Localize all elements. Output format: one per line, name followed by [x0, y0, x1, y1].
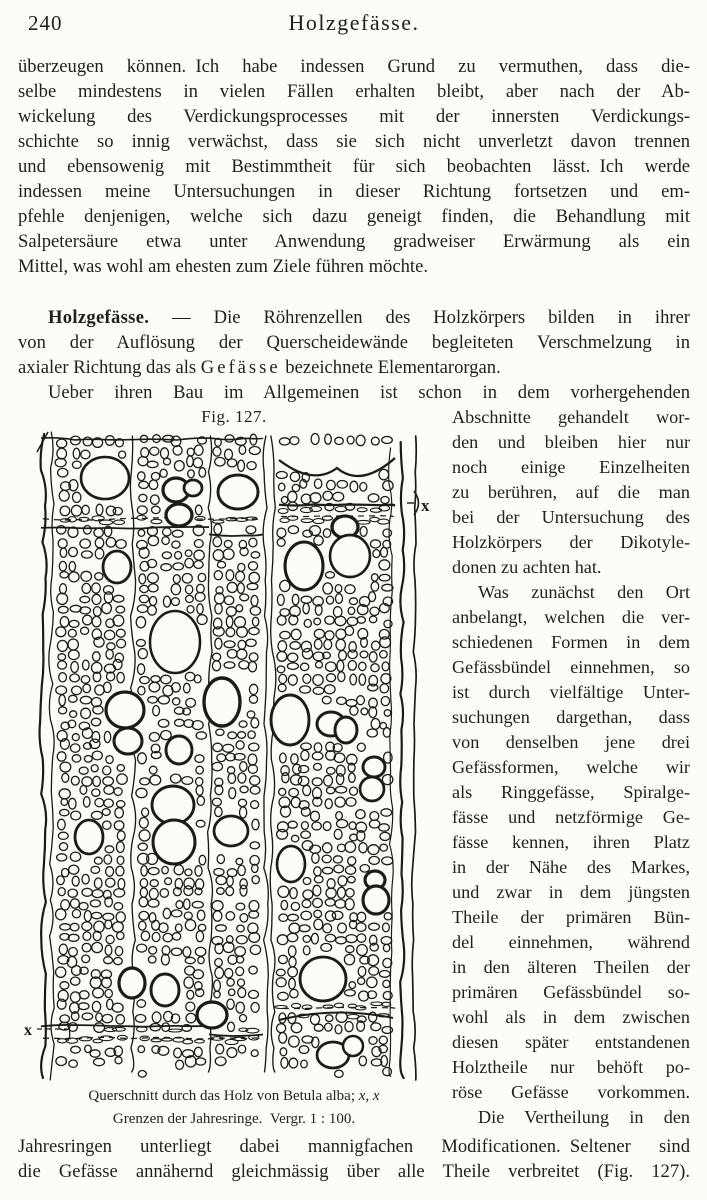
text-line: Mittel, was wohl am ehesten zum Ziele führen möchte. [18, 256, 428, 277]
text-line: fässe und netzförmige Ge- [452, 807, 690, 827]
text-line: die Gefässe annähernd gleichmässig über alle Theile verbreitet (Fig. 127). [18, 1161, 690, 1182]
text-line: bei der Untersuchung des [452, 507, 690, 527]
text-line: und ebensowenig mit Bestimmtheit für sich beobachten lässt. Ich werde [18, 156, 690, 177]
text-line: wohl als in dem zwischen [452, 1007, 690, 1027]
text-line: schiedenen Formen in dem [452, 632, 690, 652]
text-line: Jahresringen unterliegt dabei mannigfachen Modificationen. Seltener sind [18, 1136, 690, 1157]
text-line: von der Auflösung der Querscheidewände begleiteten Verschmelzung in [18, 332, 690, 353]
running-title: Holzgefässe. [288, 10, 420, 35]
text-line: schichte so innig verwächst, dass sie sich nicht unverletzt davon trennen [18, 131, 690, 152]
text-line: pfehle denjenigen, welche sich dazu geneigt finden, die Behandlung mit [18, 206, 690, 227]
figure-label: Fig. 127. [201, 407, 267, 426]
text-line: wickelung des Verdickungsprocesses mit der innersten Verdickungs- [18, 106, 690, 127]
text-line: Salpetersäure etwa unter Anwendung gradweiser Erwärmung als ein [18, 231, 690, 252]
emphasized-word: Gefässe [200, 357, 281, 378]
text-line: Holzgefässe. — Die Röhrenzellen des Holzkörpers bilden in ihrer [48, 307, 690, 328]
text-line: del einnehmen, während [452, 932, 690, 952]
page-number: 240 [28, 11, 63, 35]
text-line: suchungen dargethan, dass [452, 707, 690, 727]
text-line: noch einige Einzelheiten [452, 457, 690, 477]
text-line: axialer Richtung das als Gefässe bezeichnete Elementarorgan. [18, 357, 501, 378]
text-line: indessen meine Untersuchungen in dieser Richtung fortsetzen und em- [18, 181, 690, 202]
text-line: in den älteren Theilen der [452, 957, 690, 977]
paragraph-lead: Holzgefässe. [48, 307, 150, 328]
caption-line-1: Querschnitt durch das Holz von Betula alba; x, x [88, 1088, 380, 1104]
text-line: röse Gefässe vorkommen. [452, 1082, 690, 1102]
caption-line-2: Grenzen der Jahresringe. Vergr. 1 : 100. [112, 1111, 356, 1127]
figure-and-text-columns [18, 405, 690, 1131]
text-line: selbe mindestens in vielen Fällen erhalten bleibt, aber nach der Ab- [18, 81, 690, 102]
figure-caption [18, 1085, 450, 1131]
text-line: diesen später entstandenen [452, 1032, 690, 1052]
paragraph-intro [18, 54, 690, 279]
text-line: Abschnitte gehandelt wor- [452, 407, 690, 427]
wrapped-text-column [452, 405, 690, 1131]
text-line: in der Nähe des Markes, [452, 857, 690, 877]
paragraph-ueber [18, 380, 690, 405]
text-line: anbelangt, welchen die ver- [452, 607, 690, 627]
page-header [18, 10, 690, 38]
text-line: ist durch vielfältige Unter- [452, 682, 690, 702]
text-line: zu berühren, auf die man [452, 482, 690, 502]
caption-x-markers: x, x [358, 1088, 380, 1104]
text-line: Holztheile nur behöft po- [452, 1057, 690, 1077]
text-line: Gefässformen, welche wir [452, 757, 690, 777]
text-line: Gefässbündel einnehmen, so [452, 657, 690, 677]
text-line: den und bleiben hier nur [452, 432, 690, 452]
text-line: Die Vertheilung in den [478, 1107, 690, 1127]
text-line: Ueber ihren Bau im Allgemeinen ist schon in dem vorhergehenden [48, 382, 690, 403]
text-line: donen zu achten hat. [452, 557, 602, 577]
text-line: Theile der primären Bün- [452, 907, 690, 927]
text-line: von denselben jene drei [452, 732, 690, 752]
text-line: Holzkörpers der Dikotyle- [452, 532, 690, 552]
text-line: und zwar in dem jüngsten [452, 882, 690, 902]
woodcut-cross-section-illustration [23, 428, 443, 1081]
paragraph-holzgefaesse [18, 305, 690, 380]
figure-127 [18, 405, 450, 1131]
text-line: überzeugen können. Ich habe indessen Grund zu vermuthen, dass die- [18, 56, 690, 77]
text-line: Was zunächst den Ort [478, 582, 690, 602]
ring-boundary-marker-right: x [421, 496, 430, 515]
text-line: als Ringgefässe, Spiralge- [452, 782, 690, 802]
ring-boundary-marker-left: x [24, 1022, 32, 1039]
paragraph-bottom [18, 1134, 690, 1184]
text-line: primären Gefässbündel so- [452, 982, 690, 1002]
text-line: fässe kennen, ihren Platz [452, 832, 690, 852]
